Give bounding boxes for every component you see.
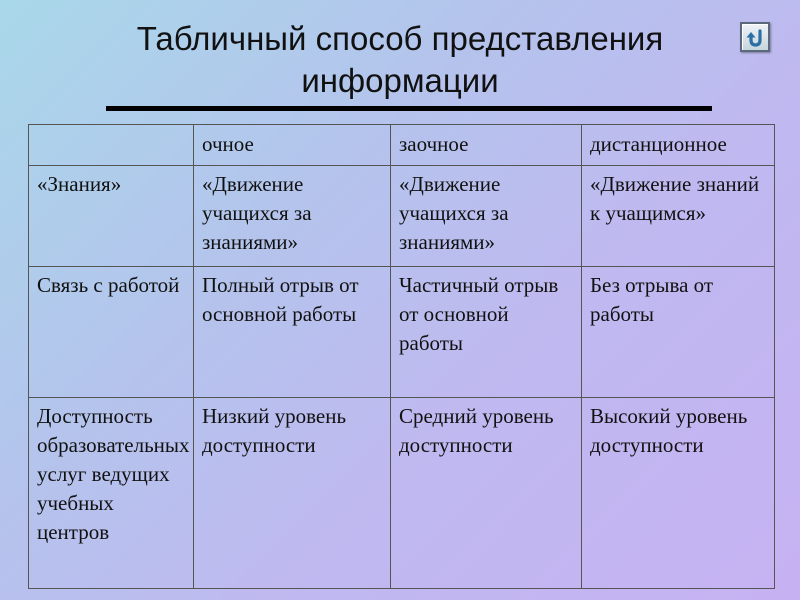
title-underline	[106, 106, 712, 111]
slide-title-line-1: Табличный способ представления	[136, 20, 664, 57]
table-cell: Полный отрыв от основной работы	[194, 267, 391, 398]
slide-title	[60, 18, 740, 102]
header-cell: дистанционное	[582, 125, 775, 166]
table-cell: Частичный отрыв от основной работы	[391, 267, 582, 398]
row-label-cell: Связь с работой	[29, 267, 194, 398]
header-cell	[29, 125, 194, 166]
comparison-table	[28, 124, 775, 589]
table-row	[29, 267, 775, 398]
header-cell: очное	[194, 125, 391, 166]
slide-title-line-2: информации	[301, 62, 499, 99]
table-cell: «Движение учащихся за знаниями»	[391, 166, 582, 267]
table-cell: «Движение знаний к учащимся»	[582, 166, 775, 267]
table-cell: «Движение учащихся за знаниями»	[194, 166, 391, 267]
table-row	[29, 398, 775, 589]
table-header-row	[29, 125, 775, 166]
row-label-cell: Доступность образовательных услуг ведущих учебных центров	[29, 398, 194, 589]
return-arrow-icon	[745, 27, 767, 49]
return-button[interactable]	[740, 22, 770, 52]
table-cell: Без отрыва от работы	[582, 267, 775, 398]
table-cell: Высокий уровень доступности	[582, 398, 775, 589]
table-cell: Низкий уровень доступности	[194, 398, 391, 589]
table-row	[29, 166, 775, 267]
row-label-cell: «Знания»	[29, 166, 194, 267]
header-cell: заочное	[391, 125, 582, 166]
table-cell: Средний уровень доступности	[391, 398, 582, 589]
